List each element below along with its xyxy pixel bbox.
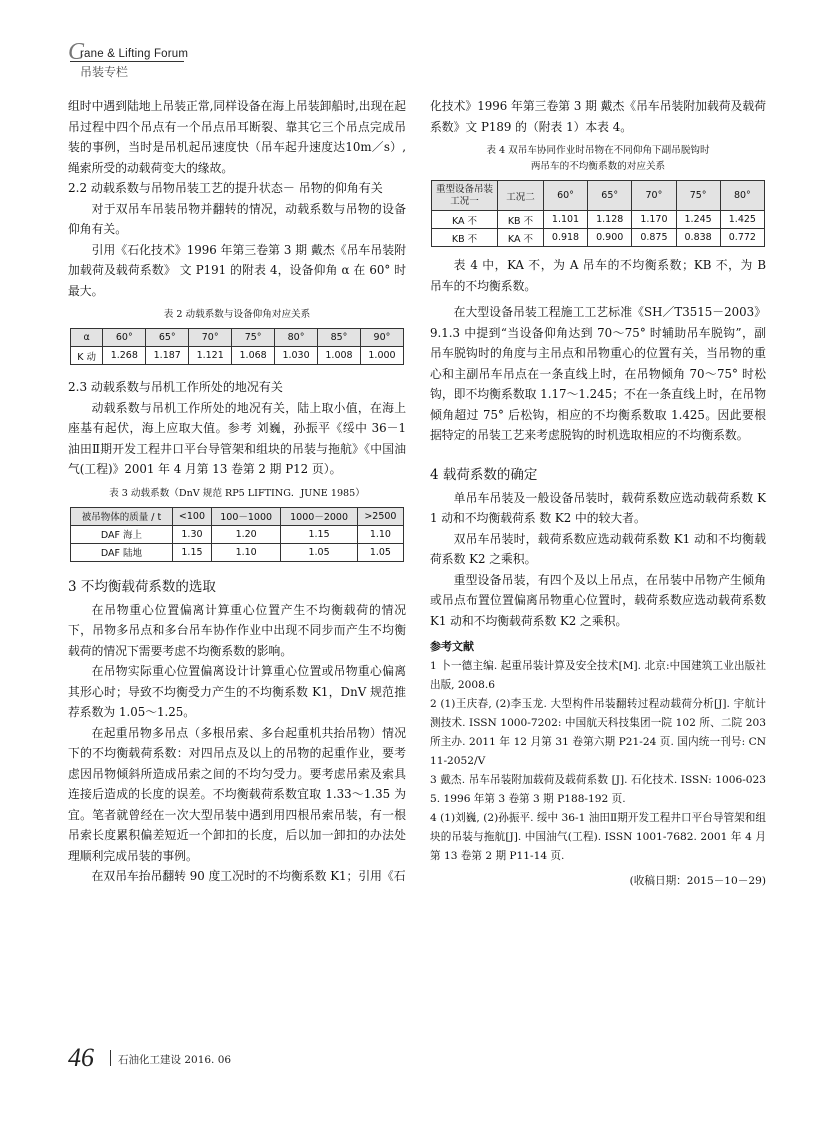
- table-row: [71, 525, 404, 543]
- table-row: [71, 347, 404, 365]
- table-header-row: [71, 329, 404, 347]
- table-cell: 1.05: [281, 543, 357, 561]
- table-cell: 0.838: [676, 229, 720, 247]
- table-cell: 1.008: [318, 347, 361, 365]
- table-cell: 80°: [720, 181, 764, 211]
- received-date: (收稿日期：2015－10－29): [629, 875, 766, 887]
- table-cell: 工况二: [498, 181, 544, 211]
- table-row: [432, 211, 765, 229]
- header-rule: [70, 61, 184, 62]
- table-cell: 重型设备吊装工况一: [432, 181, 498, 211]
- page-header: [68, 40, 268, 80]
- table-cell: 1.245: [676, 211, 720, 229]
- table-cell: 60°: [543, 181, 587, 211]
- table-cell: 被吊物体的质量 / t: [71, 507, 173, 525]
- table-header-row: [432, 181, 765, 211]
- table-cell: 1.20: [211, 525, 280, 543]
- table-3: [70, 507, 404, 562]
- paragraph: 在吊物实际重心位置偏离设计计算重心位置或吊物重心偏离其形心时；导致不均衡受力产生的不均衡系数 K1，DnV 规范推荐系数为 1.05～1.25。: [68, 664, 406, 719]
- paragraph: 重型设备吊装，有四个及以上吊点，在吊装中吊物产生倾角或吊点布置位置偏离吊物重心位置时，载荷系数应选动载荷系数 K1 动和不均衡载荷系数 K2 之乘积。: [430, 572, 766, 628]
- table-cell: DAF 海上: [71, 525, 173, 543]
- reference-item: 1 卜一德主编. 起重吊装计算及安全技术[M]. 北京:中国建筑工业出版社出版, 2008.6: [430, 660, 766, 691]
- table-cell: 1.15: [172, 543, 211, 561]
- table-cell: 1.15: [281, 525, 357, 543]
- table-cell: 1.170: [632, 211, 676, 229]
- table-2: [70, 328, 404, 365]
- table-row: [432, 229, 765, 247]
- page-number: 46: [68, 1043, 94, 1072]
- table-4-caption-line-2: 两吊车的不均衡系数的对应关系: [530, 161, 666, 172]
- table-3-caption: 表 3 动载系数（DnV 规范 RP5 LIFTING．JUNE 1985）: [109, 487, 365, 499]
- table-4-caption-line-1: 表 4 双吊车协同作业时吊物在不同仰角下副吊脱钩时: [486, 145, 710, 156]
- header-logo-letter: C: [68, 39, 85, 65]
- table-cell: 1.05: [357, 543, 403, 561]
- section-heading-2-3: 2.3 动载系数与吊机工作所处的地况有关: [68, 380, 283, 394]
- table-cell: 0.900: [588, 229, 632, 247]
- table-cell: >2500: [357, 507, 403, 525]
- table-cell: 0.918: [543, 229, 587, 247]
- table-cell: KA 不: [498, 229, 544, 247]
- right-column: [430, 96, 766, 890]
- table-cell: 1.128: [588, 211, 632, 229]
- table-4: [431, 180, 765, 247]
- table-cell: 1.425: [720, 211, 764, 229]
- section-heading-4: 4 载荷系数的确定: [430, 466, 538, 483]
- reference-item: 2 (1)王庆春, (2)李玉龙. 大型构件吊装翻转过程动载荷分析[J]. 宇航计测技术. ISSN 1000-7202: 中国航天科技集团一院 102 所、二院 203 所主办. 2011 年 12 月第 31 卷第六期 P21-24 页. 国内统一刊号: CN11-2052/V: [430, 698, 766, 767]
- paragraph: 在双吊车抬吊翻转 90 度工况时的不均衡系数 K1；引用《石: [91, 869, 406, 883]
- table-cell: 1.10: [357, 525, 403, 543]
- table-cell: 1.068: [232, 347, 275, 365]
- reference-item: 3 戴杰. 吊车吊装附加载荷及载荷系数 [J]. 石化技术. ISSN: 1006-0235. 1996 年第 3 卷第 3 期 P188-192 页.: [430, 774, 766, 805]
- table-cell: 90°: [360, 329, 403, 347]
- table-cell: 1.121: [189, 347, 232, 365]
- table-cell: KB 不: [432, 229, 498, 247]
- table-cell: 85°: [318, 329, 361, 347]
- table-cell: 65°: [146, 329, 189, 347]
- paragraph: 动载系数与吊机工作所处的地况有关，陆上取小值，在海上座基有起伏，海上应取大值。参考 刘巍，孙振平《绥中 36－1 油田Ⅱ期开发工程井口平台导管架和组块的吊装与拖航》《中国油气(工程)》2001 年 4 月第 13 卷第 2 期 P12 页）。: [68, 400, 406, 476]
- table-cell: 65°: [588, 181, 632, 211]
- table-cell: 60°: [103, 329, 146, 347]
- header-column-name: 吊装专栏: [80, 65, 129, 79]
- table-cell: 1.030: [275, 347, 318, 365]
- table-cell: 70°: [632, 181, 676, 211]
- paragraph: 单吊车吊装及一般设备吊装时，载荷系数应选动载荷系数 K1 动和不均衡载荷系 数 K2 中的较大者。: [430, 490, 766, 525]
- table-cell: 100－1000: [211, 507, 280, 525]
- table-2-caption: 表 2 动载系数与设备仰角对应关系: [163, 309, 311, 320]
- table-cell: 1000－2000: [281, 507, 357, 525]
- reference-item: 4 (1)刘巍, (2)孙振平. 绥中 36-1 油田Ⅱ期开发工程井口平台导管架和组块的吊装与拖航[J]. 中国油气(工程). ISSN 1001-7682. 2001 年 4 月第 13 卷第 2 期 P11-14 页.: [430, 812, 766, 862]
- table-cell: 70°: [189, 329, 232, 347]
- left-column: [68, 96, 406, 887]
- table-cell: 1.000: [360, 347, 403, 365]
- table-cell: 1.30: [172, 525, 211, 543]
- paragraph: 在吊物重心位置偏离计算重心位置产生不均衡载荷的情况下，吊物多吊点和多台吊车协作作业中出现不同步而产生不均衡载荷的情况下需要考虑不均衡系数的影响。: [68, 602, 406, 658]
- table-cell: DAF 陆地: [71, 543, 173, 561]
- paragraph: 组时中遇到陆地上吊装正常,同样设备在海上吊装卸船时,出现在起吊过程中四个吊点有一个吊点吊耳断裂、靠其它三个吊点完成吊装的事例，当时是吊机起吊速度快（吊车起升速度达10m／s）,绳索所受的动载荷变大的缘故。: [68, 99, 406, 175]
- table-header-row: [71, 507, 404, 525]
- table-cell: <100: [172, 507, 211, 525]
- footer-divider: [110, 1050, 111, 1066]
- paragraph: 引用《石化技术》1996 年第三卷第 3 期 戴杰《吊车吊装附加载荷及载荷系数》 文 P191 的附表 4，设备仰角 α 在 60° 时最大。: [68, 242, 406, 298]
- table-cell: 1.187: [146, 347, 189, 365]
- paragraph: 在起重吊物多吊点（多根吊索、多台起重机共抬吊物）情况下的不均衡载荷系数：对四吊点及以上的吊物的起重作业，要考虑因吊物倾斜所造成吊索之间的不均匀受力。要考虑吊索及索具连接后造成的长度的误差。不均衡载荷系数宜取 1.33～1.35 为宜。笔者就曾经在一次大型吊装中遇到用四根吊索吊装，有一根吊索长度累积偏差短近一个卸扣的长度，后以加一卸扣的办法处理顺利完成吊装的事例。: [68, 725, 406, 863]
- table-cell: KA 不: [432, 211, 498, 229]
- table-cell: α: [71, 329, 103, 347]
- section-heading-3: 3 不均衡载荷系数的选取: [68, 578, 216, 595]
- table-cell: 1.268: [103, 347, 146, 365]
- table-cell: 1.101: [543, 211, 587, 229]
- table-cell: 1.10: [211, 543, 280, 561]
- table-row: [71, 543, 404, 561]
- paragraph: 在大型设备吊装工程施工工艺标准《SH／T3515－2003》9.1.3 中提到“当设备仰角达到 70～75° 时辅助吊车脱钩”，副吊车脱钩时的角度与主吊点和吊物重心的位置有关，当吊物的重心和主副吊车吊点在一条直线上时，在吊物倾角 70～75° 时松钩，即不均衡系数取 1.17～1.245；不在一条直线上时，在吊物倾角超过 75° 后松钩，相应的不均衡系数取 1.425。因此要根据特定的吊装工艺来考虑脱钩的时机选取相应的不均衡系数。: [430, 305, 766, 442]
- journal-name: 石油化工建设 2016. 06: [118, 1054, 232, 1066]
- paragraph: 化技术》1996 年第三卷第 3 期 戴杰《吊车吊装附加载荷及载荷系数》文 P189 的（附表 1）本表 4。: [430, 99, 766, 134]
- section-heading-2-2: 2.2 动载系数与吊物吊装工艺的提升状态－ 吊物的仰角有关: [68, 181, 383, 195]
- table-cell: KB 不: [498, 211, 544, 229]
- table-cell: 75°: [232, 329, 275, 347]
- paragraph: 表 4 中，KA 不，为 A 吊车的不均衡系数；KB 不，为 B 吊车的不均衡系数。: [430, 258, 766, 293]
- table-cell: 75°: [676, 181, 720, 211]
- table-cell: 80°: [275, 329, 318, 347]
- table-cell: K 动: [71, 347, 103, 365]
- references-heading: 参考文献: [430, 640, 474, 653]
- table-cell: 0.875: [632, 229, 676, 247]
- header-english-title: rane & Lifting Forum: [80, 48, 189, 60]
- paragraph: 双吊车吊装时，载荷系数应选动载荷系数 K1 动和不均衡载荷系数 K2 之乘积。: [430, 531, 766, 566]
- paragraph: 对于双吊车吊装吊物并翻转的情况，动载系数与吊物的设备仰角有关。: [68, 201, 406, 236]
- table-cell: 0.772: [720, 229, 764, 247]
